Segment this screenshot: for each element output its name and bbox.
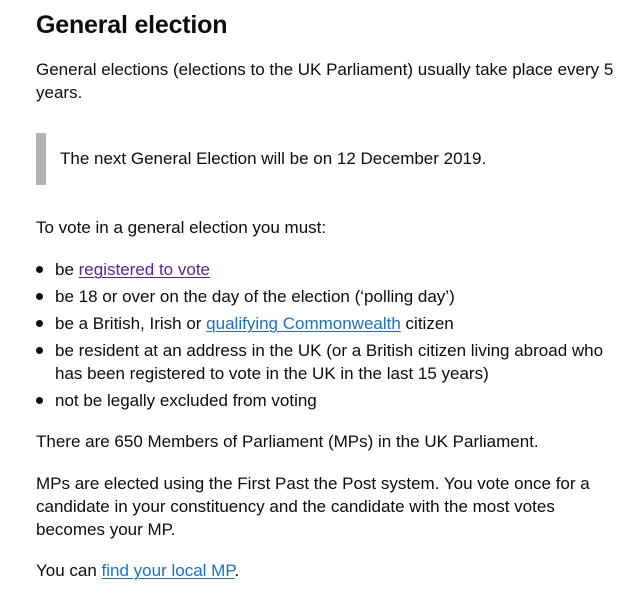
list-item-text: be 18 or over on the day of the election (‘polling day’) bbox=[55, 287, 455, 306]
list-item bbox=[36, 339, 626, 385]
list-item-text: be bbox=[55, 260, 79, 279]
mps-count-paragraph: There are 650 Members of Parliament (MPs) in the UK Parliament. bbox=[36, 432, 539, 451]
registered-to-vote-link[interactable]: registered to vote bbox=[78, 260, 210, 279]
list-item-text: not be legally excluded from voting bbox=[55, 391, 317, 410]
inset-text bbox=[36, 133, 616, 185]
find-your-local-mp-link[interactable]: find your local MP bbox=[101, 561, 235, 580]
list-item-text: citizen bbox=[400, 314, 454, 333]
next-election-notice: The next General Election will be on 12 December 2019. bbox=[60, 149, 487, 168]
find-mp-prefix: You can bbox=[36, 561, 102, 580]
page-heading: General election bbox=[36, 11, 228, 39]
find-mp-paragraph bbox=[36, 559, 239, 582]
eligibility-list bbox=[36, 258, 626, 416]
list-item-text: be a British, Irish or bbox=[55, 314, 207, 333]
list-item bbox=[36, 285, 626, 308]
fptp-paragraph: MPs are elected using the First Past the Post system. You vote once for a candidate in your constituency and the candidate with the most votes becomes your MP. bbox=[36, 474, 590, 539]
list-item bbox=[36, 312, 626, 335]
list-item bbox=[36, 258, 626, 281]
list-item-text: be resident at an address in the UK (or a British citizen living abroad who has been registered to vote in the UK in the last 15 years) bbox=[55, 341, 604, 383]
list-item bbox=[36, 389, 626, 412]
eligibility-intro: To vote in a general election you must: bbox=[36, 218, 327, 237]
intro-paragraph: General elections (elections to the UK Parliament) usually take place every 5 years. bbox=[36, 60, 614, 102]
qualifying-commonwealth-link[interactable]: qualifying Commonwealth bbox=[206, 314, 401, 333]
find-mp-suffix: . bbox=[234, 561, 240, 580]
